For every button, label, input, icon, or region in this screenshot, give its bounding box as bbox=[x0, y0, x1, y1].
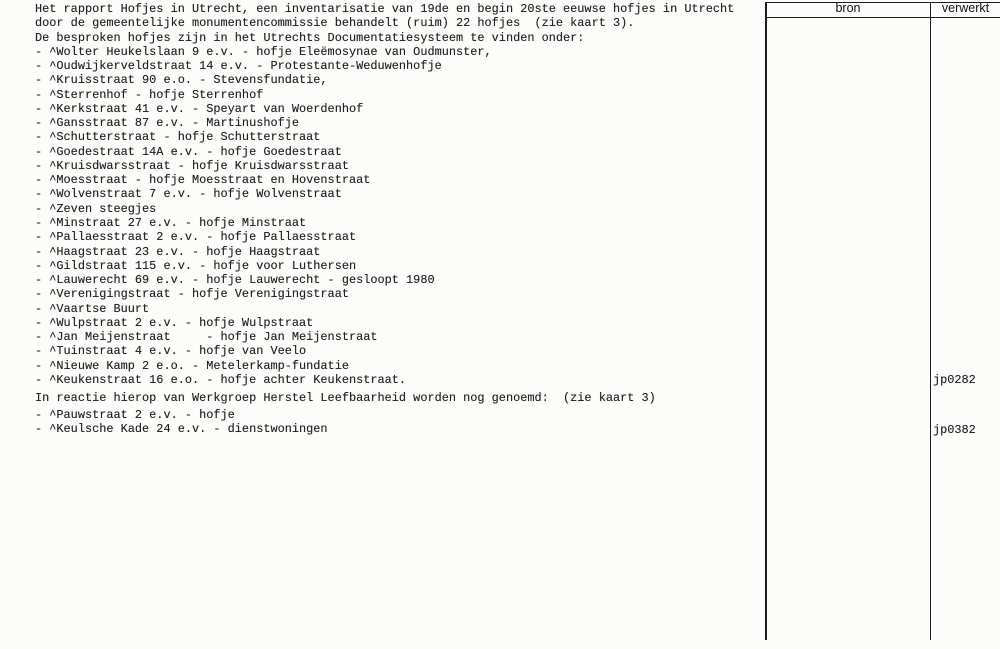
hofjes-list-item: - ^Gansstraat 87 e.v. - Martinushofje bbox=[35, 116, 300, 131]
intro-paragraph bbox=[35, 2, 734, 45]
hofjes-list-item: - ^Haagstraat 23 e.v. - hofje Haagstraat bbox=[35, 244, 321, 259]
column-header-bron: bron bbox=[835, 1, 861, 15]
verwerkt-code-jp0382: jp0382 bbox=[933, 422, 976, 437]
intro-line: door de gemeentelijke monumentencommissie behandelt (ruim) 22 hofjes (zie kaart 3). bbox=[35, 16, 635, 31]
hofjes-list-item: - ^Tuinstraat 4 e.v. - hofje van Veelo bbox=[35, 344, 307, 359]
intro-line: Het rapport Hofjes in Utrecht, een inventarisatie van 19de en begin 20ste eeuwse hofjes in Utrecht bbox=[35, 2, 735, 16]
hofjes-list-item: - ^Goedestraat 14A e.v. - hofje Goedestraat bbox=[35, 144, 342, 159]
hofjes-list-item: - ^Verenigingstraat - hofje Verenigingstraat bbox=[35, 287, 349, 302]
column-header-verwerkt: verwerkt bbox=[941, 1, 990, 15]
table-header-separator bbox=[765, 17, 1000, 19]
hofjes-list-item: - ^Jan Meijenstraat - hofje Jan Meijenstraat bbox=[35, 330, 378, 345]
hofjes-list-item: - ^Minstraat 27 e.v. - hofje Minstraat bbox=[35, 215, 307, 230]
hofjes-list-item: - ^Oudwijkerveldstraat 14 e.v. - Protestante-Weduwenhofje bbox=[35, 59, 442, 74]
hofjes-list-item: - ^Moesstraat - hofje Moesstraat en Hovenstraat bbox=[35, 173, 371, 188]
hofjes-list-item: - ^Kerkstraat 41 e.v. - Speyart van Woerdenhof bbox=[35, 101, 364, 116]
table-left-border bbox=[765, 2, 767, 640]
hofjes-list-item: - ^Kruisstraat 90 e.o. - Stevensfundatie, bbox=[35, 73, 328, 88]
hofjes-list-item: - ^Vaartse Buurt bbox=[35, 301, 150, 316]
reaction-heading: In reactie hierop van Werkgroep Herstel Leefbaarheid worden nog genoemd: (zie kaart 3) bbox=[35, 391, 656, 406]
hofjes-list-item: - ^Schutterstraat - hofje Schutterstraat bbox=[35, 130, 321, 145]
hofjes-list-item: - ^Nieuwe Kamp 2 e.o. - Metelerkamp-fundatie bbox=[35, 358, 349, 373]
document-body bbox=[35, 2, 734, 436]
intro-line: De besproken hofjes zijn in het Utrechts Documentatiesysteem te vinden onder: bbox=[35, 30, 585, 45]
hofjes-list-item: - ^Kruisdwarsstraat - hofje Kruisdwarsstraat bbox=[35, 158, 349, 173]
table-column-divider bbox=[930, 2, 932, 640]
hofjes-list-item: - ^Keukenstraat 16 e.o. - hofje achter Keukenstraat. bbox=[35, 372, 407, 387]
hofjes-list-item: - ^Wolvenstraat 7 e.v. - hofje Wolvenstraat bbox=[35, 187, 342, 202]
hofjes-list-item: - ^Pallaesstraat 2 e.v. - hofje Pallaesstraat bbox=[35, 230, 357, 245]
hofjes-list-item: - ^Lauwerecht 69 e.v. - hofje Lauwerecht - gesloopt 1980 bbox=[35, 273, 435, 288]
hofjes-list-item: - ^Wolter Heukelslaan 9 e.v. - hofje Eleëmosynae van Oudmunster, bbox=[35, 44, 492, 59]
hofjes-list-item: - ^Zeven steegjes bbox=[35, 201, 157, 216]
hofjes-list-item: - ^Gildstraat 115 e.v. - hofje voor Luthersen bbox=[35, 258, 357, 273]
hofjes-list bbox=[35, 45, 734, 387]
hofjes-list-item: - ^Wulpstraat 2 e.v. - hofje Wulpstraat bbox=[35, 315, 314, 330]
hofjes-list-item: - ^Sterrenhof - hofje Sterrenhof bbox=[35, 87, 264, 102]
verwerkt-code-jp0282: jp0282 bbox=[933, 372, 976, 387]
reaction-list bbox=[35, 408, 734, 437]
reaction-list-item: - ^Keulsche Kade 24 e.v. - dienstwoningen bbox=[35, 422, 328, 437]
reaction-list-item: - ^Pauwstraat 2 e.v. - hofje bbox=[35, 407, 235, 422]
